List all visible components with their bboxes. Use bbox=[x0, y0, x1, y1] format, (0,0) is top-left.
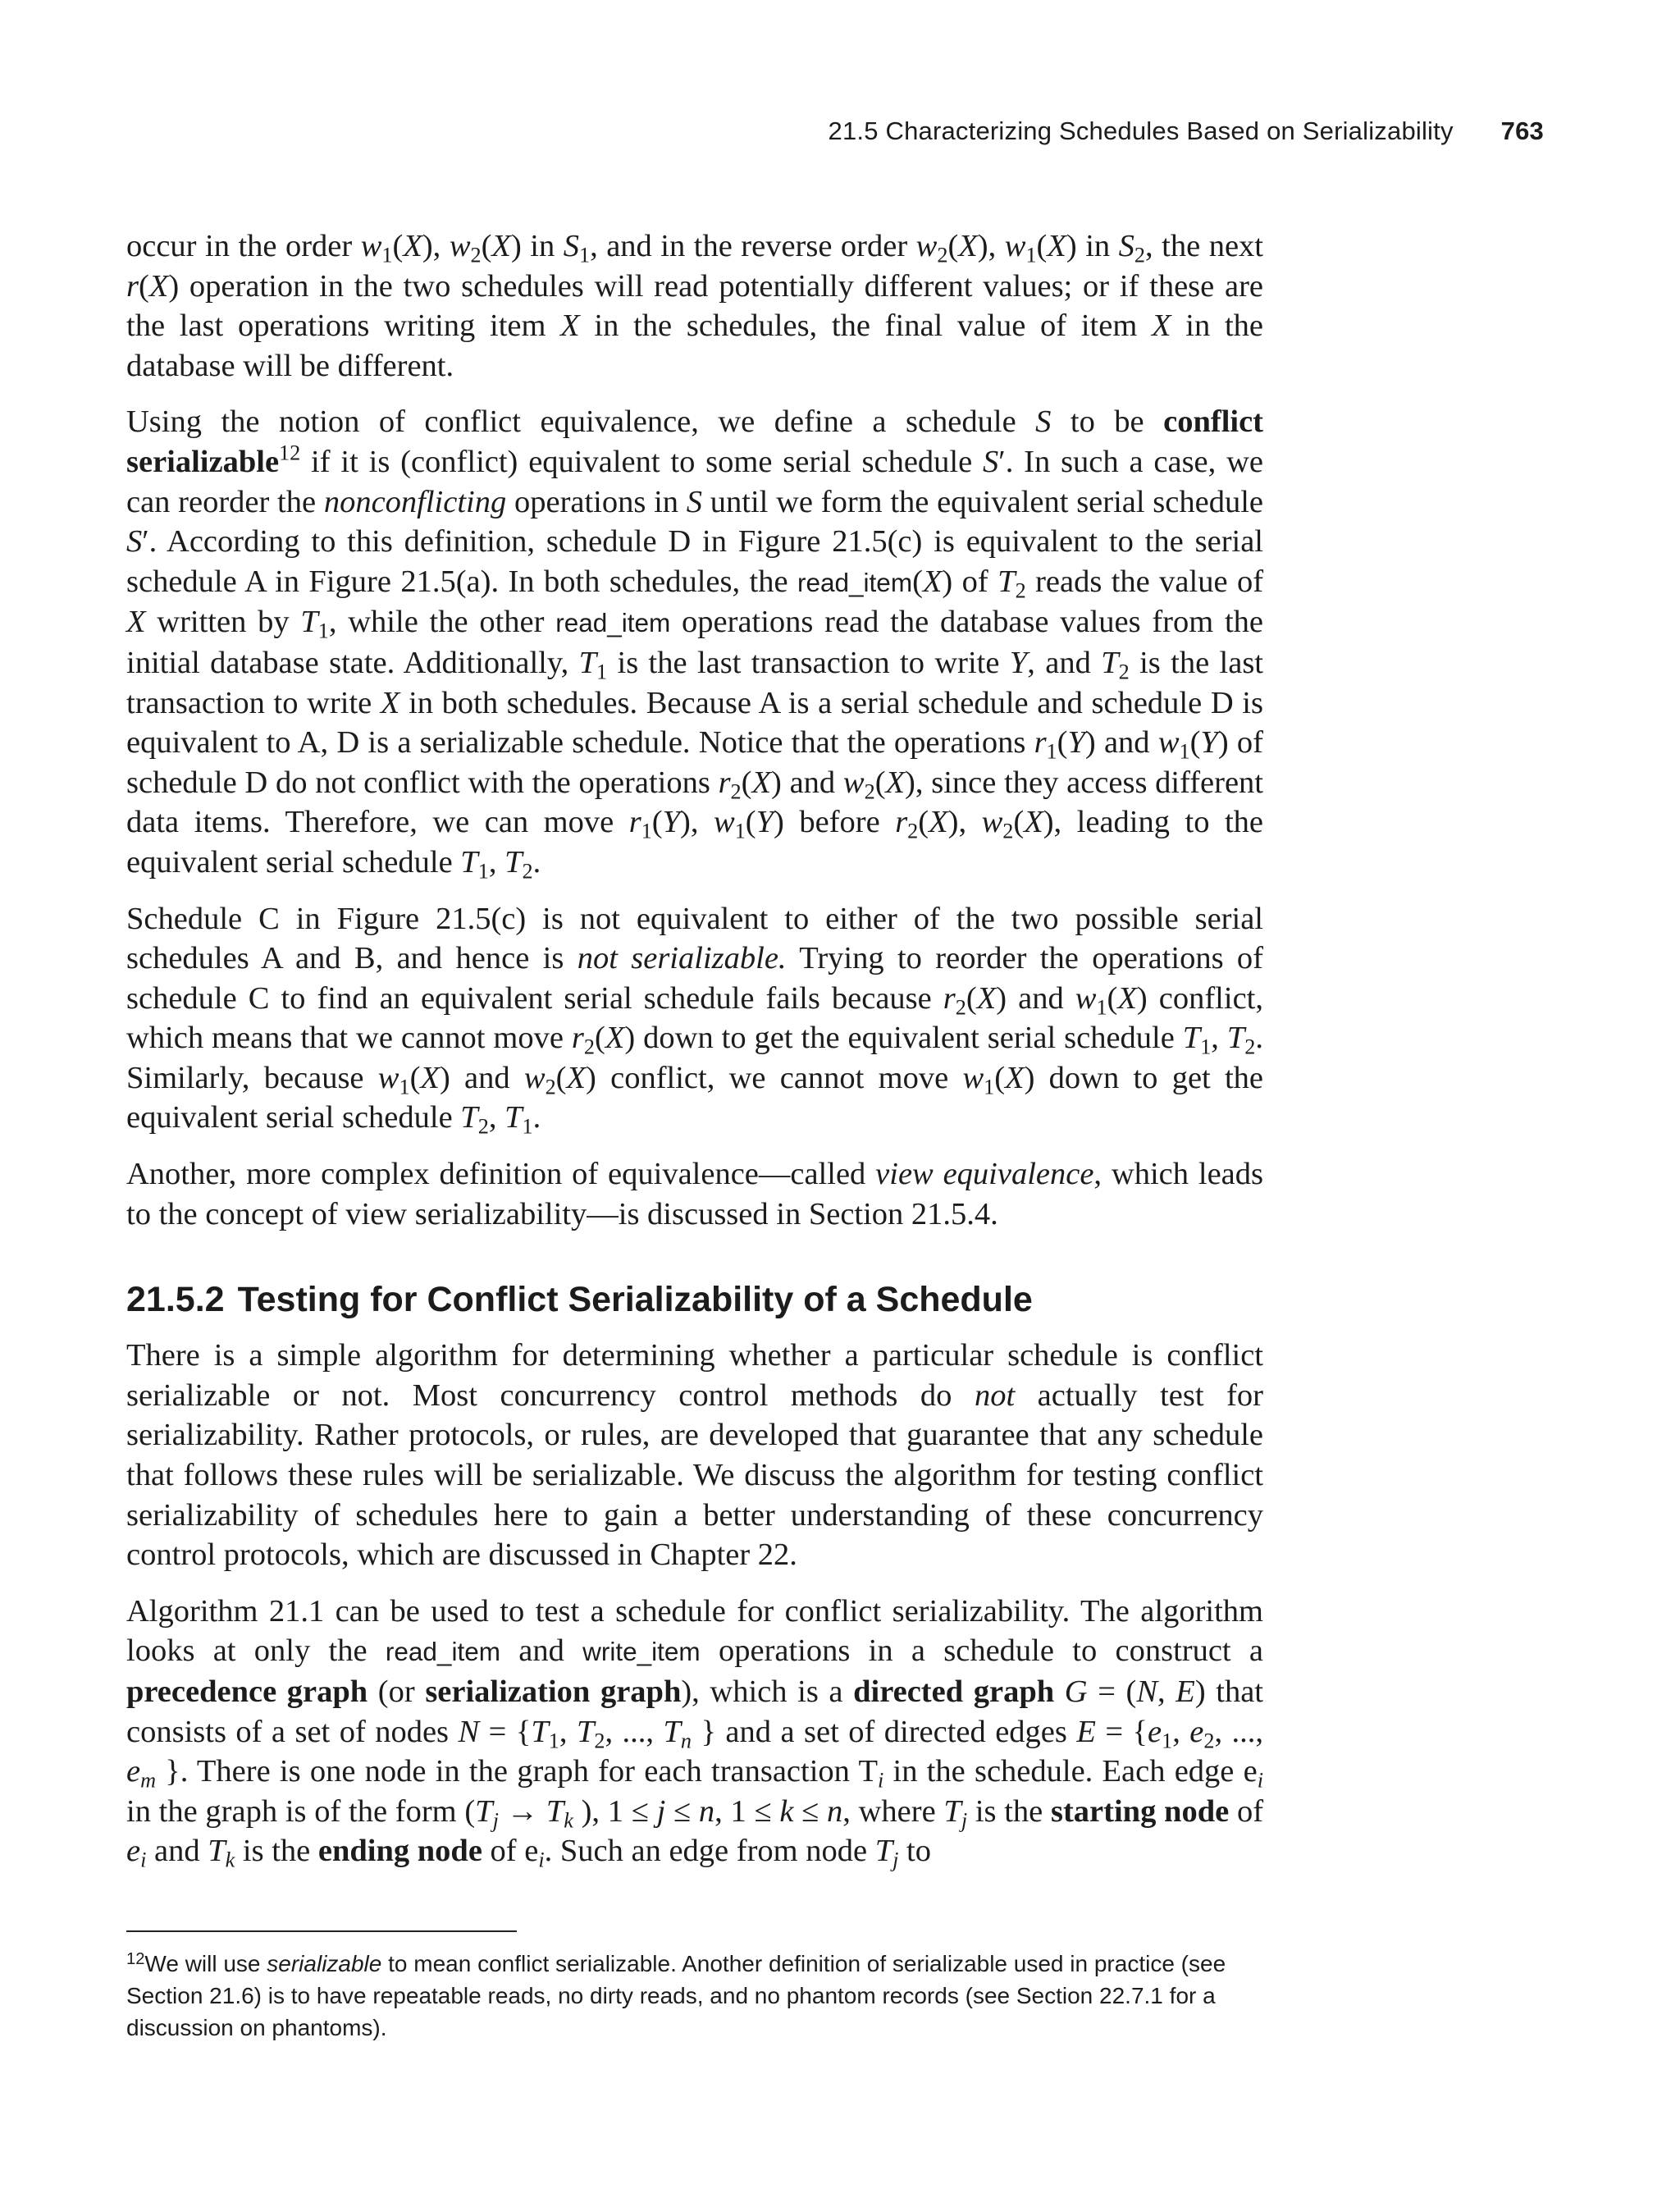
footnote-divider bbox=[126, 1930, 517, 1932]
paragraph-2: Using the notion of conflict equivalence, we define a schedule S to be conflict serializable$^{12}$ if it is (conflict) equivalent to some serial schedule S′. In such a case, we can reorder the nonconflicting operations in S until we form the equivalent serial schedule S′. According to this definition, schedule D in Figure 21.5(c) is equivalent to the serial schedule A in Figure 21.5(a). In both schedules, the read_item(X) of $T_2$ reads the value of X written by $T_1$, while the other read_item operations read the database values from the initial database state. Additionally, $T_1$ is the last transaction to write Y, and $T_2$ is the last transaction to write X in both schedules. Because A is a serial schedule and schedule D is equivalent to A, D is a serializable schedule. Notice that the operations $r_1(Y)$ and $w_1(Y)$ of schedule D do not conflict with the operations $r_2(X)$ and $w_2(X)$, since they access different data items. Therefore, we can move $r_1(Y)$, $w_1(Y)$ before $r_2(X)$, $w_2(X)$, leading to the equivalent serial schedule $T_1$, $T_2$. bbox=[126, 404, 1264, 884]
paragraph-1: occur in the order $w_1(X)$, $w_2(X)$ in $S_1$, and in the reverse order $w_2(X)$, $w_1(X)$ in $S_2$, the next r(X) operation in the two schedules will read potentially different values; or if these are the last operations writing item X in the schedules, the final value of item X in the database will be different. bbox=[126, 229, 1264, 383]
section-number: 21.5.2 bbox=[126, 1280, 225, 1320]
term-conflict-serializable: conflict serializable bbox=[126, 404, 1263, 479]
footnote: $^{12}$We will use serializable to mean conflict serializable. Another definition of serializable used in practice (see Section 21.6) is to have repeatable reads, no dirty reads, and no phantom records (see Section 22.7.1 for a discussion on phantoms). bbox=[126, 1949, 1226, 2040]
section-title: Testing for Conflict Serializability of a Schedule bbox=[237, 1280, 1033, 1320]
footnote-marker: 12 bbox=[126, 1949, 145, 1968]
paragraph-3: Schedule C in Figure 21.5(c) is not equivalent to either of the two possible serial schedules A and B, and hence is not serializable. Trying to reorder the operations of schedule C to find an equivalent serial schedule fails because $r_2(X)$ and $w_1(X)$ conflict, which means that we cannot move $r_2(X)$ down to get the equivalent serial schedule $T_1$, $T_2$. Similarly, because $w_1(X)$ and $w_2(X)$ conflict, we cannot move $w_1(X)$ down to get the equivalent serial schedule $T_2$, $T_1$. bbox=[126, 901, 1264, 1139]
section-heading bbox=[126, 1277, 1263, 1323]
page-number: 763 bbox=[1500, 116, 1544, 145]
running-head bbox=[0, 116, 1544, 146]
footnote-ref[interactable]: 12 bbox=[279, 441, 301, 465]
running-head-title: 21.5 Characterizing Schedules Based on Serializability bbox=[828, 116, 1454, 145]
paragraph-5: There is a simple algorithm for determining whether a particular schedule is conflict serializable or not. Most concurrency control methods do not actually test for serializability. Rather protocols, or rules, are developed that guarantee that any schedule that follows these rules will be serializable. We discuss the algorithm for testing conflict serializability of schedules here to gain a better understanding of these concurrency control protocols, which are discussed in Chapter 22. bbox=[126, 1338, 1263, 1573]
paragraph-4: Another, more complex definition of equivalence—called view equivalence, which leads to the concept of view serializability—is discussed in Section 21.5.4. bbox=[126, 1157, 1263, 1231]
paragraph-6: Algorithm 21.1 can be used to test a schedule for conflict serializability. The algorithm looks at only the read_item and write_item operations in a schedule to construct a precedence graph (or serialization graph), which is a directed graph G = (N, E) that consists of a set of nodes $N = \{T_1$, $T_2$, ..., $T_n$ } and a set of directed edges $E = \{e_1$, $e_2$, ..., $e_m$ }. There is one node in the graph for each transaction $T_i$ in the schedule. Each edge $e_i$ in the graph is of the form ($T_j \to T_k$ ), 1 ≤ j ≤ n, 1 ≤ k ≤ n, where $T_j$ is the starting node of $e_i$ and $T_k$ is the ending node of $e_i$. Such an edge from node $T_j$ to bbox=[126, 1593, 1264, 1872]
body-text bbox=[126, 226, 1263, 1888]
